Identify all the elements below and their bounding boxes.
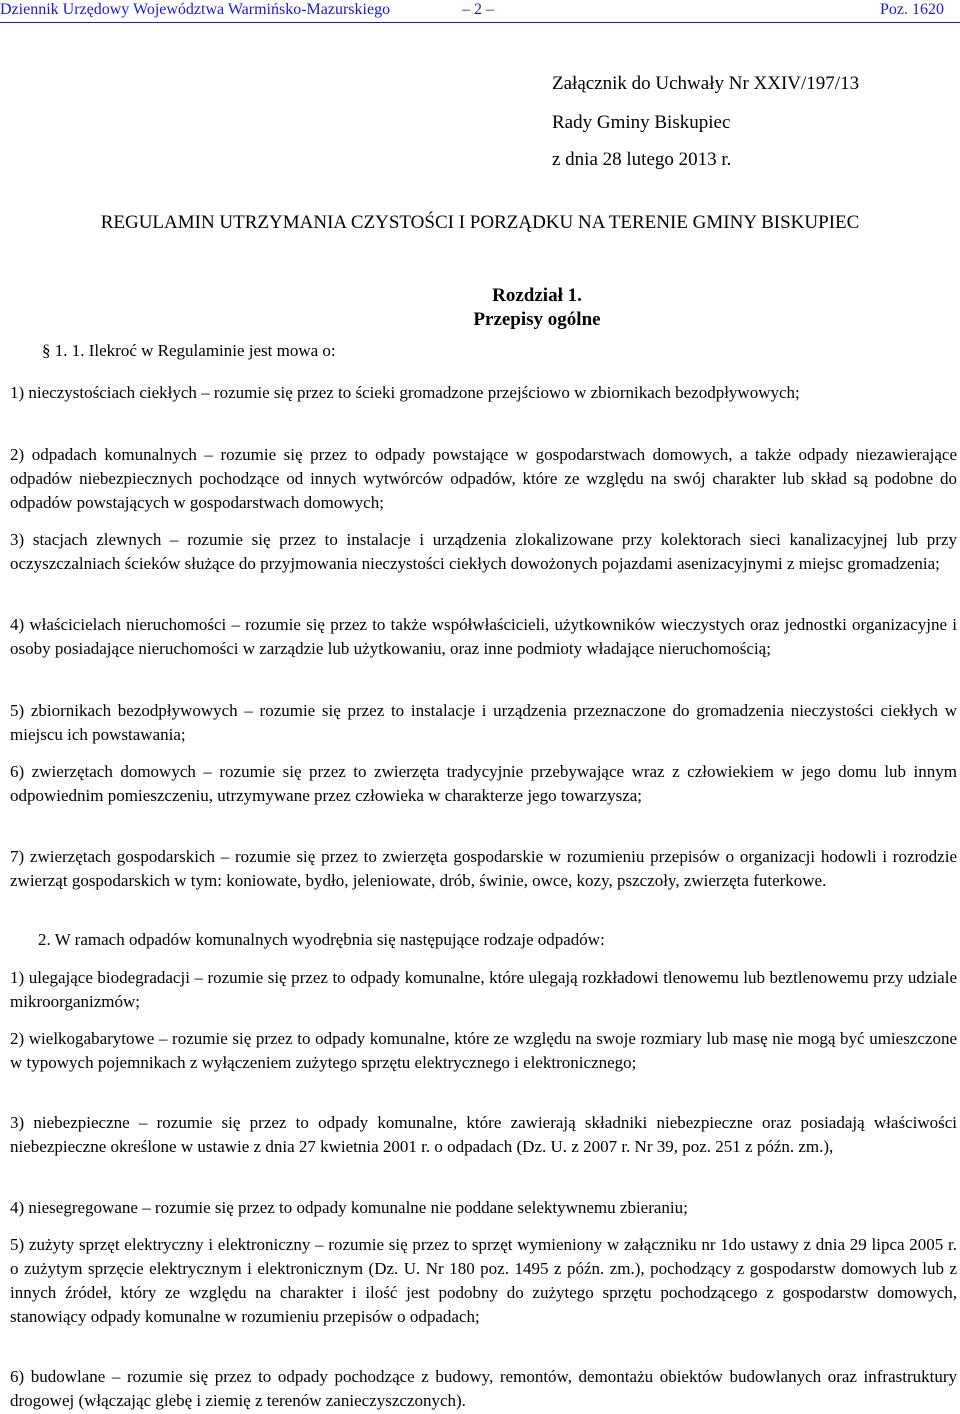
waste-type-item: 1) ulegające biodegradacji – rozumie się przez to odpady komunalne, które ulegają rozkładowi tlenowemu lub beztlenowemu przy udziale mikroorganizmów; [10, 968, 957, 1011]
journal-header [0, 0, 960, 22]
section-2-intro: 2. W ramach odpadów komunalnych wyodrębnia się następujące rodzaje odpadów: [38, 930, 605, 949]
definition-item: 2) odpadach komunalnych – rozumie się przez to odpady powstające w gospodarstwach domowych, a także odpady niezawierające odpadów niebezpiecznych pochodzące od innych wytwórców odpadów, które ze względu na swój charakter lub skład są podobne do odpadów powstających w gospodarstwach domowych; [10, 445, 957, 512]
page-number: – 2 – [462, 1, 494, 18]
waste-type-item: 4) niesegregowane – rozumie się przez to odpady komunalne nie poddane selektywnemu zbieraniu; [10, 1198, 688, 1217]
section-1-intro: § 1. 1. Ilekroć w Regulaminie jest mowa o: [42, 341, 336, 360]
document-title: REGULAMIN UTRZYMANIA CZYSTOŚCI I PORZĄDKU NA TERENIE GMINY BISKUPIEC [100, 212, 860, 233]
header-divider [0, 22, 960, 23]
definition-item: 4) właścicielach nieruchomości – rozumie się przez to także współwłaścicieli, użytkowników wieczystych oraz jednostki organizacyjne i osoby posiadające nieruchomości w zarządzie lub użytkowaniu, oraz inne podmioty władające nieruchomością; [10, 615, 957, 658]
position-number: Poz. 1620 [880, 1, 944, 18]
definition-item: 7) zwierzętach gospodarskich – rozumie się przez to zwierzęta gospodarskie w rozumieniu przepisów o organizacji hodowli i rozrodzie zwierząt gospodarskich w tym: koniowate, bydło, jeleniowate, drób, świnie, owce, kozy, pszczoły, zwierzęta futerkowe. [10, 847, 957, 890]
waste-type-item: 3) niebezpieczne – rozumie się przez to odpady komunalne, które zawierają składniki niebezpieczne oraz posiadają właściwości niebezpieczne określone w ustawie z dnia 27 kwietnia 2001 r. o odpadach (Dz. U. z 2007 r. Nr 39, poz. 251 z późn. zm.), [10, 1113, 957, 1156]
annex-line-1: Załącznik do Uchwały Nr XXIV/197/13 [552, 73, 860, 94]
annex-line-2: Rady Gminy Biskupiec [552, 112, 731, 133]
journal-name: Dziennik Urzędowy Województwa Warmińsko-Mazurskiego [0, 1, 391, 18]
annex-line-3: z dnia 28 lutego 2013 r. [552, 149, 732, 170]
waste-type-item: 6) budowlane – rozumie się przez to odpady pochodzące z budowy, remontów, demontażu obiektów budowlanych oraz infrastruktury drogowej (włączając glebę i ziemię z terenów zanieczyszczonych). [10, 1367, 957, 1410]
chapter-name: Przepisy ogólne [473, 309, 601, 330]
definition-item: 3) stacjach zlewnych – rozumie się przez to instalacje i urządzenia zlokalizowane przy kolektorach sieci kanalizacyjnej lub przy oczyszczalniach ścieków służące do przyjmowania nieczystości ciekłych dowożonych pojazdami asenizacyjnymi z miejsc gromadzenia; [10, 530, 957, 573]
waste-type-item: 2) wielkogabarytowe – rozumie się przez to odpady komunalne, które ze względu na swoje rozmiary lub masę nie mogą być umieszczone w typowych pojemnikach z wyłączeniem zużytego sprzętu elektrycznego i elektronicznego; [10, 1029, 957, 1072]
chapter-number: Rozdział 1. [492, 285, 582, 306]
definition-item: 5) zbiornikach bezodpływowych – rozumie się przez to instalacje i urządzenia przeznaczone do gromadzenia nieczystości ciekłych w miejscu ich powstawania; [10, 701, 957, 744]
definition-item: 6) zwierzętach domowych – rozumie się przez to zwierzęta tradycyjnie przebywające wraz z człowiekiem w jego domu lub innym odpowiednim pomieszczeniu, utrzymywane przez człowieka w charakterze jego towarzysza; [10, 762, 957, 805]
definition-item: 1) nieczystościach ciekłych – rozumie się przez to ścieki gromadzone przejściowo w zbiornikach bezodpływowych; [10, 383, 800, 402]
waste-type-item: 5) zużyty sprzęt elektryczny i elektroniczny – rozumie się przez to sprzęt wymieniony w załączniku nr 1do ustawy z dnia 29 lipca 2005 r. o zużytym sprzęcie elektrycznym i elektronicznym (Dz. U. Nr 180 poz. 1495 z późn. zm.), pochodzący z gospodarstw domowych lub z innych źródeł, który ze względu na charakter i ilość jest podobny do zużytego sprzętu pochodzącego z gospodarstw domowych, stanowiący odpady komunalne w rozumieniu przepisów o odpadach; [10, 1235, 957, 1326]
